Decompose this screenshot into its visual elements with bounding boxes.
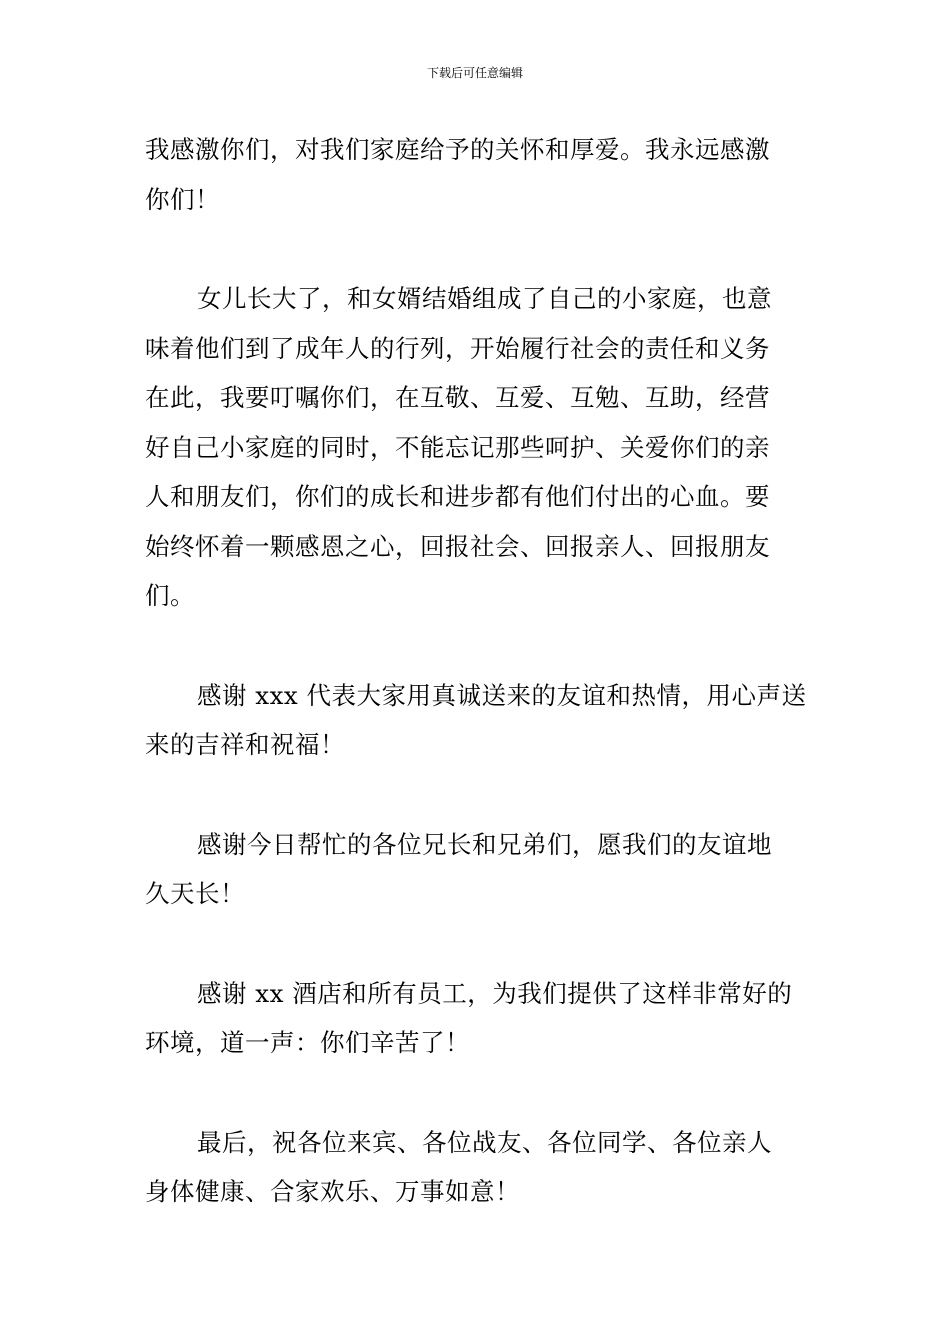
text-line: 久天长！ bbox=[145, 879, 245, 908]
paragraph-daughter-advice bbox=[145, 274, 809, 621]
paragraph-thanks-hotel bbox=[145, 969, 809, 1068]
paragraph-thanks-brothers bbox=[145, 820, 809, 919]
text-line: 感谢 xxx 代表大家用真诚送来的友谊和热情，用心声送 bbox=[197, 680, 807, 710]
text-line: 好自己小家庭的同时，不能忘记那些呵护、关爱你们的亲 bbox=[145, 432, 770, 462]
paragraph-thanks-representative bbox=[145, 671, 809, 770]
text-line: 环境，道一声：你们辛苦了！ bbox=[145, 1028, 470, 1057]
paragraph-spacer bbox=[145, 770, 809, 820]
text-line: 女儿长大了，和女婿结婚组成了自己的小家庭，也意 bbox=[197, 284, 772, 313]
paragraph-spacer bbox=[145, 919, 809, 969]
paragraph-spacer bbox=[145, 1068, 809, 1118]
text-line: 感谢 xx 酒店和所有员工，为我们提供了这样非常好的 bbox=[197, 978, 793, 1008]
text-line: 味着他们到了成年人的行列，开始履行社会的责任和义务 bbox=[145, 333, 770, 363]
text-line: 来的吉祥和祝福！ bbox=[145, 730, 345, 759]
text-line: 们。 bbox=[145, 581, 195, 610]
text-line: 感谢今日帮忙的各位兄长和兄弟们，愿我们的友谊地 bbox=[197, 829, 772, 859]
text-line: 人和朋友们，你们的成长和进步都有他们付出的心血。要 bbox=[145, 482, 770, 511]
page-header: 下载后可任意编辑 bbox=[426, 66, 523, 80]
paragraph-spacer bbox=[145, 621, 809, 671]
text-line: 我感激你们，对我们家庭给予的关怀和厚爱。我永远感激 bbox=[145, 135, 770, 164]
paragraph-spacer bbox=[145, 224, 809, 274]
text-line: 始终怀着一颗感恩之心，回报社会、回报亲人、回报朋友 bbox=[145, 531, 770, 561]
text-line: 在此，我要叮嘱你们，在互敬、互爱、互勉、互助，经营 bbox=[145, 383, 770, 412]
text-line: 你们！ bbox=[145, 184, 220, 214]
paragraph-gratitude-family bbox=[145, 125, 809, 224]
paragraph-closing-wishes bbox=[145, 1118, 809, 1217]
text-line: 身体健康、合家欢乐、万事如意！ bbox=[145, 1177, 520, 1206]
text-line: 最后，祝各位来宾、各位战友、各位同学、各位亲人 bbox=[197, 1127, 772, 1157]
document-body bbox=[145, 125, 809, 1217]
